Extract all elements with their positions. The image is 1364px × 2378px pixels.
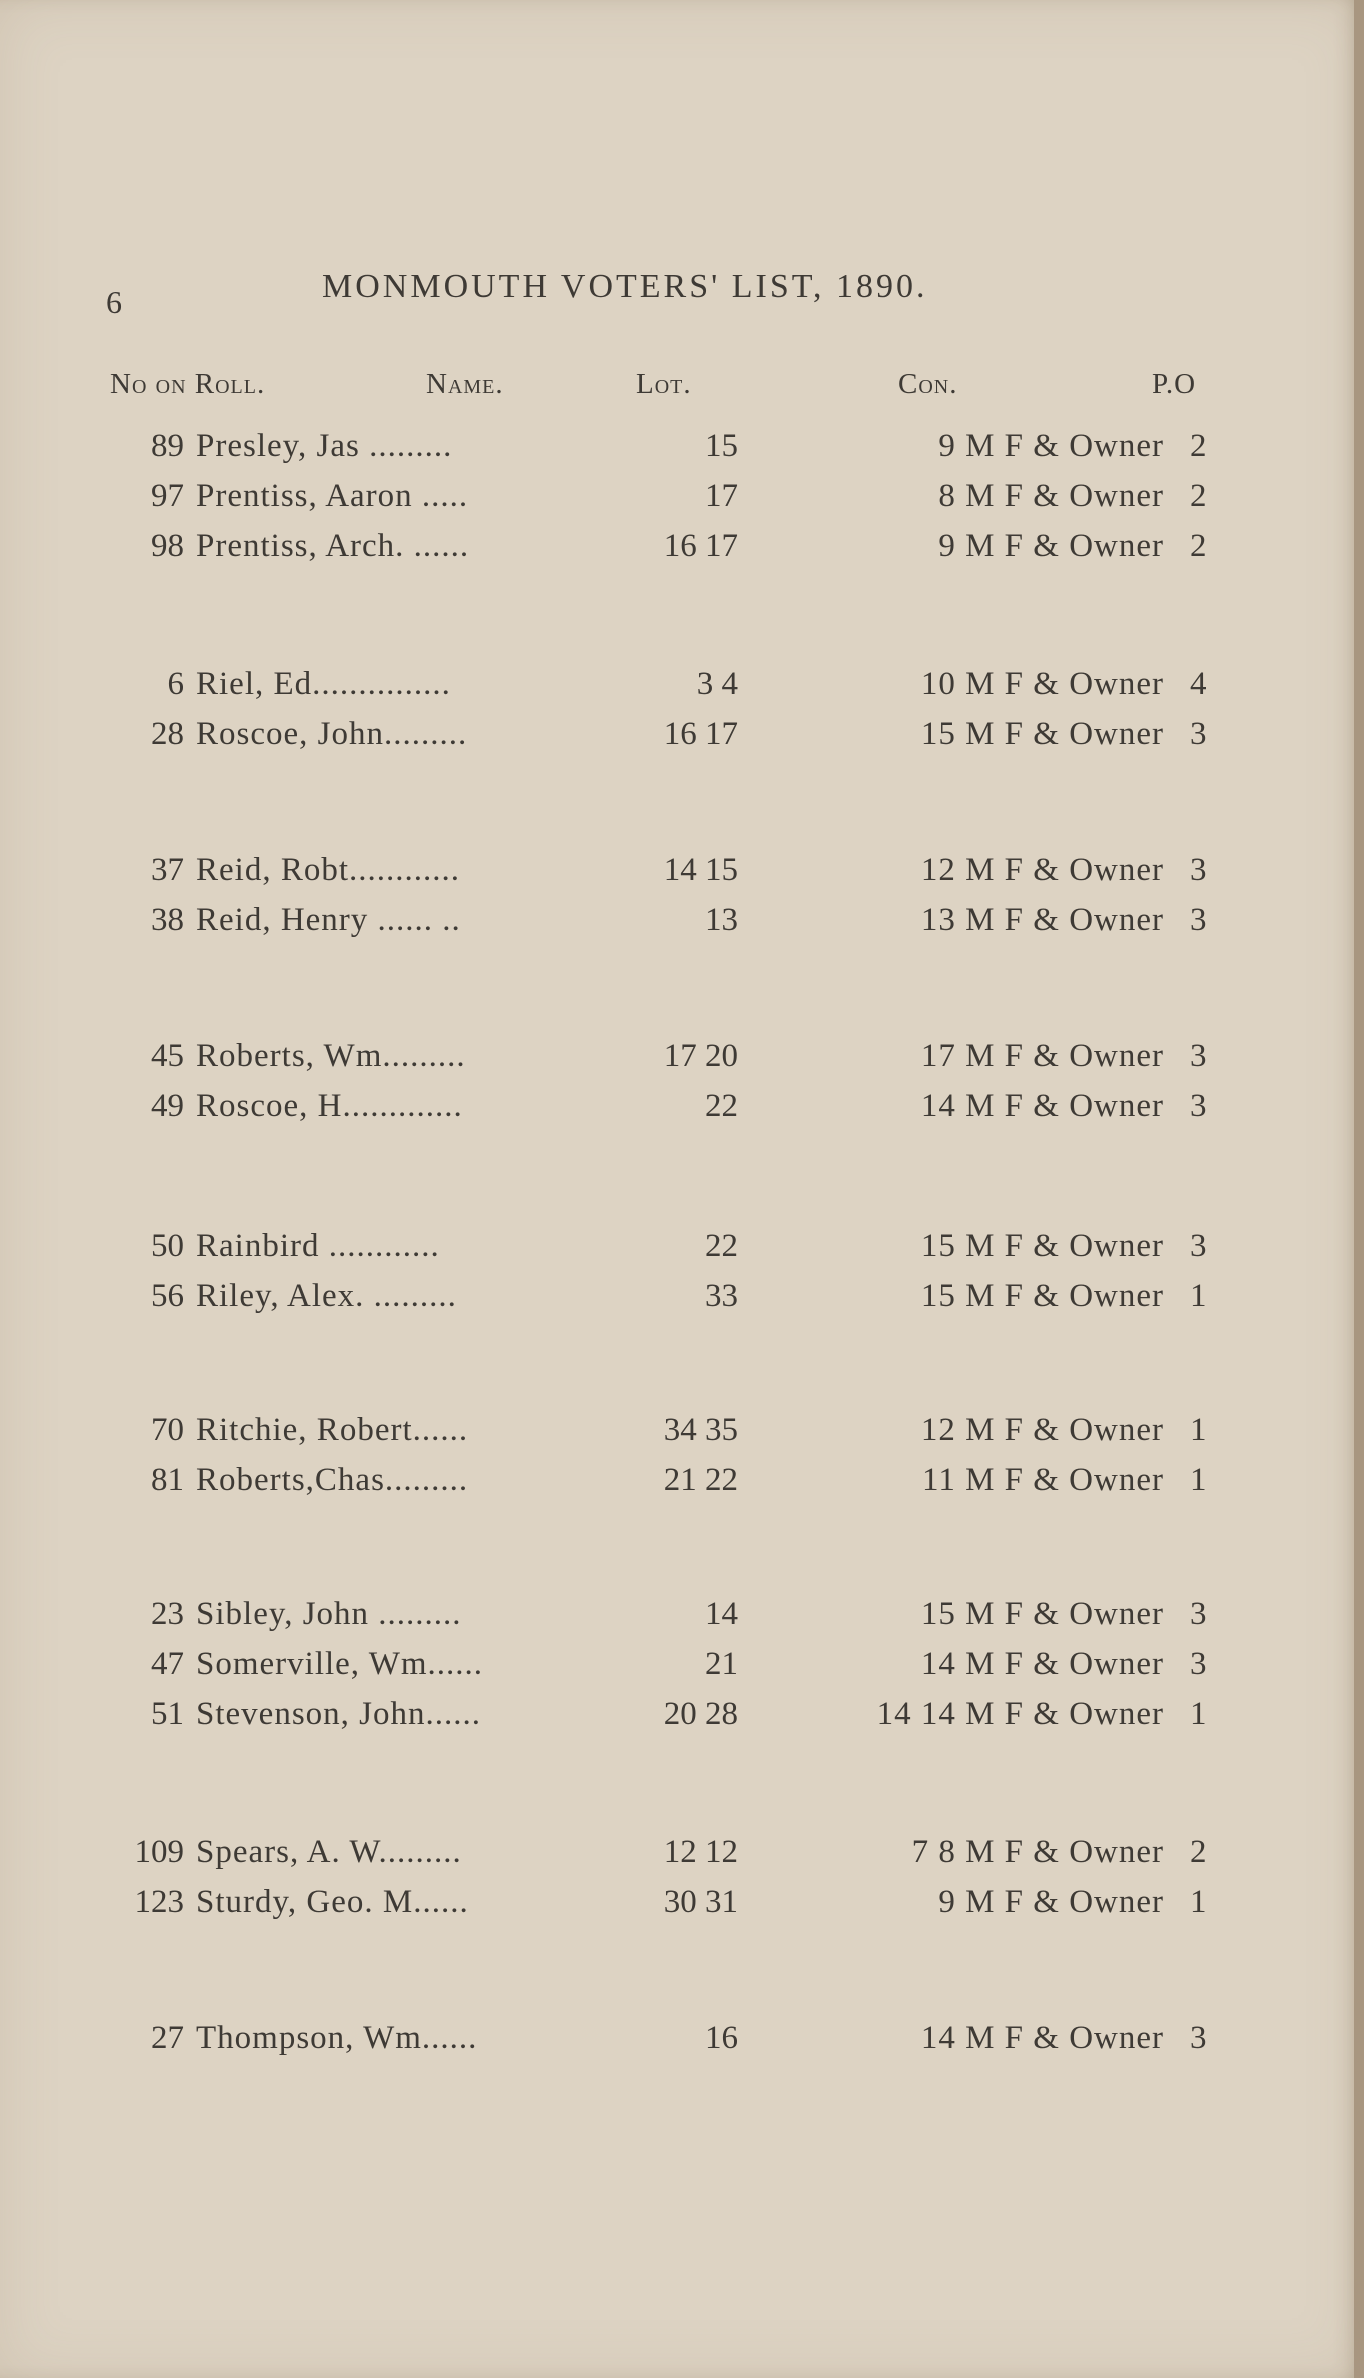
- voter-po: 3: [1190, 1088, 1207, 1124]
- voter-con: 15 M F & Owner: [920, 1228, 1164, 1264]
- voter-name: Thompson, Wm......: [196, 2020, 478, 2056]
- voter-po: 3: [1190, 1646, 1207, 1682]
- voter-number: 37: [151, 852, 184, 888]
- voter-con: 9 M F & Owner: [938, 1884, 1164, 1920]
- voter-po: 2: [1190, 428, 1207, 464]
- voter-name: Sibley, John .........: [196, 1596, 462, 1632]
- voter-name: Riel, Ed...............: [196, 666, 451, 702]
- voter-number: 56: [151, 1278, 184, 1314]
- voter-lot: 14 15: [663, 852, 738, 888]
- voter-con: 9 M F & Owner: [938, 528, 1164, 564]
- voter-lot: 16: [705, 2020, 738, 2056]
- voter-po: 3: [1190, 1596, 1207, 1632]
- voter-lot: 12 12: [663, 1834, 738, 1870]
- voter-con: 15 M F & Owner: [920, 1596, 1164, 1632]
- voter-lot: 16 17: [663, 716, 738, 752]
- voter-lot: 21 22: [663, 1462, 738, 1498]
- table-row: [0, 852, 1364, 898]
- voter-number: 97: [151, 478, 184, 514]
- page-title: MONMOUTH VOTERS' LIST, 1890.: [322, 268, 928, 305]
- voter-lot: 16 17: [663, 528, 738, 564]
- table-row: [0, 1884, 1364, 1930]
- voter-con: 12 M F & Owner: [920, 1412, 1164, 1448]
- voter-con: 15 M F & Owner: [920, 716, 1164, 752]
- table-row: [0, 1038, 1364, 1084]
- voter-lot: 3 4: [696, 666, 738, 702]
- voter-con: 17 M F & Owner: [920, 1038, 1164, 1074]
- column-header-lot: Lot.: [636, 368, 692, 400]
- voter-name: Roberts, Wm.........: [196, 1038, 466, 1074]
- voter-lot: 22: [705, 1228, 738, 1264]
- table-row: [0, 1834, 1364, 1880]
- table-row: [0, 1412, 1364, 1458]
- voter-po: 3: [1190, 2020, 1207, 2056]
- voter-number: 45: [151, 1038, 184, 1074]
- voter-po: 2: [1190, 528, 1207, 564]
- voter-name: Roscoe, John.........: [196, 716, 468, 752]
- voter-name: Spears, A. W.........: [196, 1834, 462, 1870]
- voter-number: 50: [151, 1228, 184, 1264]
- voter-lot: 17 20: [663, 1038, 738, 1074]
- page-number: 6: [106, 284, 122, 320]
- voter-number: 6: [167, 666, 184, 702]
- voter-con: 14 M F & Owner: [920, 2020, 1164, 2056]
- voter-con: 14 M F & Owner: [920, 1646, 1164, 1682]
- voter-number: 98: [151, 528, 184, 564]
- voter-po: 3: [1190, 902, 1207, 938]
- voter-lot: 34 35: [663, 1412, 738, 1448]
- voter-lot: 15: [705, 428, 738, 464]
- voter-con: 11 M F & Owner: [922, 1462, 1164, 1498]
- voter-lot: 22: [705, 1088, 738, 1124]
- voter-number: 109: [134, 1834, 184, 1870]
- voter-lot: 21: [705, 1646, 738, 1682]
- table-row: [0, 1696, 1364, 1742]
- voter-lot: 14: [705, 1596, 738, 1632]
- table-row: [0, 1462, 1364, 1508]
- table-row: [0, 1596, 1364, 1642]
- voter-name: Prentiss, Aaron .....: [196, 478, 469, 514]
- voter-po: 2: [1190, 478, 1207, 514]
- table-row: [0, 1646, 1364, 1692]
- column-header-name: Name.: [426, 368, 504, 400]
- voter-number: 27: [151, 2020, 184, 2056]
- voter-con: 12 M F & Owner: [920, 852, 1164, 888]
- voter-po: 1: [1190, 1884, 1207, 1920]
- table-row: [0, 716, 1364, 762]
- voter-lot: 30 31: [663, 1884, 738, 1920]
- voter-lot: 17: [705, 478, 738, 514]
- table-row: [0, 1088, 1364, 1134]
- voter-con: 10 M F & Owner: [920, 666, 1164, 702]
- voter-con: 7 8 M F & Owner: [911, 1834, 1164, 1870]
- voter-po: 3: [1190, 852, 1207, 888]
- column-header-po: P.O: [1152, 368, 1197, 400]
- table-row: [0, 528, 1364, 574]
- voter-name: Stevenson, John......: [196, 1696, 481, 1732]
- table-row: [0, 478, 1364, 524]
- voter-number: 47: [151, 1646, 184, 1682]
- voter-name: Sturdy, Geo. M......: [196, 1884, 469, 1920]
- table-row: [0, 902, 1364, 948]
- voter-number: 123: [134, 1884, 184, 1920]
- voter-number: 28: [151, 716, 184, 752]
- table-row: [0, 666, 1364, 712]
- voter-number: 23: [151, 1596, 184, 1632]
- voter-number: 70: [151, 1412, 184, 1448]
- column-header-no-on-roll: No on Roll.: [110, 368, 266, 400]
- voter-number: 51: [151, 1696, 184, 1732]
- voter-con: 14 14 M F & Owner: [876, 1696, 1164, 1732]
- voter-name: Prentiss, Arch. ......: [196, 528, 470, 564]
- voter-con: 13 M F & Owner: [920, 902, 1164, 938]
- table-row: [0, 1228, 1364, 1274]
- voter-po: 3: [1190, 716, 1207, 752]
- voter-name: Ritchie, Robert......: [196, 1412, 469, 1448]
- voter-name: Roberts,Chas.........: [196, 1462, 469, 1498]
- voter-po: 1: [1190, 1278, 1207, 1314]
- voter-con: 14 M F & Owner: [920, 1088, 1164, 1124]
- voter-name: Roscoe, H.............: [196, 1088, 463, 1124]
- voter-number: 81: [151, 1462, 184, 1498]
- voter-po: 4: [1190, 666, 1207, 702]
- voter-name: Reid, Robt............: [196, 852, 461, 888]
- voter-name: Riley, Alex. .........: [196, 1278, 457, 1314]
- table-row: [0, 428, 1364, 474]
- table-row: [0, 2020, 1364, 2066]
- voter-po: 3: [1190, 1038, 1207, 1074]
- voter-number: 38: [151, 902, 184, 938]
- voter-name: Reid, Henry ...... ..: [196, 902, 461, 938]
- voter-lot: 13: [705, 902, 738, 938]
- voter-po: 2: [1190, 1834, 1207, 1870]
- table-row: [0, 1278, 1364, 1324]
- voter-lot: 20 28: [663, 1696, 738, 1732]
- voter-po: 1: [1190, 1696, 1207, 1732]
- voter-con: 8 M F & Owner: [938, 478, 1164, 514]
- column-header-con: Con.: [898, 368, 958, 400]
- voter-number: 49: [151, 1088, 184, 1124]
- voter-lot: 33: [705, 1278, 738, 1314]
- voter-number: 89: [151, 428, 184, 464]
- voter-po: 1: [1190, 1462, 1207, 1498]
- voter-po: 3: [1190, 1228, 1207, 1264]
- voter-con: 9 M F & Owner: [938, 428, 1164, 464]
- voter-po: 1: [1190, 1412, 1207, 1448]
- voter-name: Presley, Jas .........: [196, 428, 453, 464]
- voter-name: Somerville, Wm......: [196, 1646, 484, 1682]
- voter-con: 15 M F & Owner: [920, 1278, 1164, 1314]
- voter-name: Rainbird ............: [196, 1228, 440, 1264]
